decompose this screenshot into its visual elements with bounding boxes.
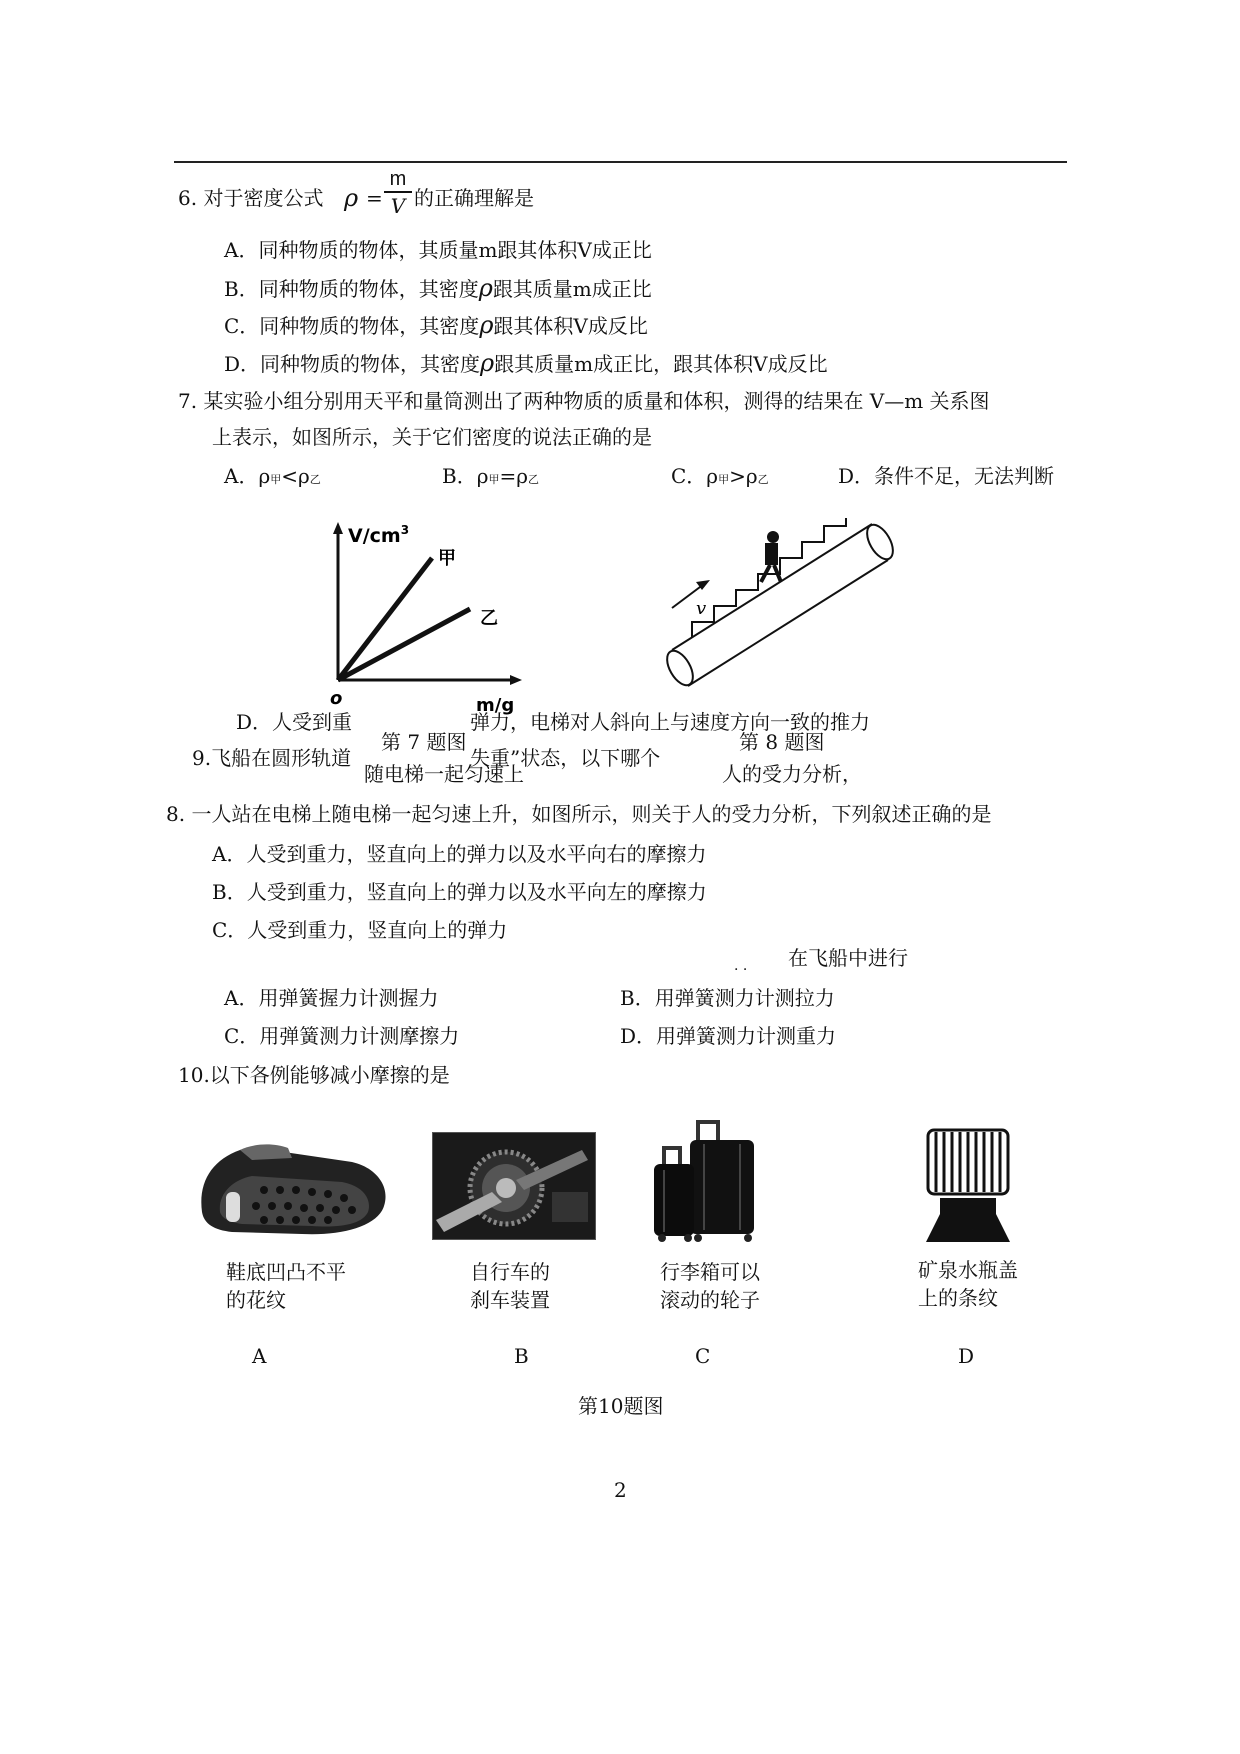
q6-option-b-rho: ρ	[478, 274, 493, 302]
fig7-x-label: m/g	[476, 695, 515, 716]
q6-fraction	[384, 168, 412, 218]
q7-option-b-pre: B．ρ	[442, 464, 489, 488]
q9-option-b: B．用弹簧测力计测拉力	[620, 986, 835, 1010]
q7-stem-line1: 7. 某实验小组分别用天平和量筒测出了两种物质的质量和体积，测得的结果在 V—m 关系图	[178, 389, 990, 413]
fig7-graph	[318, 518, 528, 718]
fig7-line-yi	[338, 609, 470, 680]
q6-option-d	[224, 351, 828, 376]
q10-item-b-line2: 刹车装置	[470, 1288, 550, 1312]
fig7-x-arrow	[510, 675, 522, 685]
q7-option-c-pre: C．ρ	[671, 464, 719, 488]
q6-rho: ρ	[344, 184, 359, 212]
q7-option-b-op: =ρ	[499, 464, 528, 488]
overlay-d-line-start: D．人受到重	[236, 710, 353, 734]
fig7-origin: o	[330, 688, 343, 709]
q10-item-d-line1: 矿泉水瓶盖	[918, 1258, 1018, 1282]
q7-option-c-op: >ρ	[729, 464, 758, 488]
q6-option-d-rho: ρ	[480, 349, 495, 377]
q6-option-c-rho: ρ	[479, 311, 494, 339]
q6-option-d-text: D．同种物质的物体，其密度	[224, 352, 481, 376]
q10-item-a-line1: 鞋底凹凸不平	[226, 1260, 346, 1284]
q6-denominator: V	[390, 194, 406, 218]
overlay-q8-fragment-b: 人的受力分析，	[722, 762, 862, 786]
q7-option-c-sub2: 乙	[757, 473, 769, 486]
q10-stem: 10.以下各例能够减小摩擦的是	[178, 1063, 450, 1087]
q10-item-b-caption	[470, 1260, 550, 1312]
q10-item-a-line2: 的花纹	[226, 1288, 286, 1312]
q9-option-a: A．用弹簧握力计测握力	[224, 986, 439, 1010]
overlay-q8-fragment-a: 随电梯一起匀速上	[364, 762, 524, 786]
fig8-person-head	[767, 531, 779, 543]
q7-option-d: D．条件不足，无法判断	[838, 464, 1055, 488]
q8-option-c: C．人受到重力，竖直向上的弹力	[212, 918, 508, 942]
q10-item-c-caption	[660, 1260, 760, 1312]
q6-option-d-tail: 跟其质量m成正比，跟其体积V成反比	[494, 352, 828, 376]
overlay-q9-mid: 失重”状态，以下哪个	[470, 746, 661, 770]
fig8-escalator	[660, 510, 910, 700]
fig7-line-jia	[338, 558, 432, 680]
q6-stem-prefix: 6. 对于密度公式	[178, 186, 324, 210]
q6-option-a: A．同种物质的物体，其质量m跟其体积V成正比	[224, 238, 652, 262]
fig7-series-jia: 甲	[438, 548, 456, 569]
fig8-person-body	[765, 543, 778, 565]
q9-stem-tail: 在飞船中进行	[788, 946, 908, 970]
fig7-caption: 第 7 题图	[381, 730, 467, 754]
q6-option-b-tail: 跟其质量m成正比	[492, 277, 652, 301]
q6-equals: =	[366, 186, 383, 210]
q10-item-d-line2: 上的条纹	[918, 1286, 998, 1310]
shoe-sole-image	[192, 1142, 392, 1240]
q9-emphasis-dots: · ·	[734, 962, 748, 978]
fig8-v-label: v	[696, 598, 707, 619]
q6-option-c-tail: 跟其体积V成反比	[493, 314, 648, 338]
q7-option-a-op: <ρ	[281, 464, 310, 488]
fig7-y-label: $V/cm^3$	[348, 523, 410, 547]
q7-option-a-sub1: 甲	[270, 473, 282, 486]
q6-option-c	[224, 313, 648, 338]
q7-option-a	[224, 464, 321, 492]
q8-option-b: B．人受到重力，竖直向上的弹力以及水平向左的摩擦力	[212, 880, 707, 904]
q10-item-a-letter: A	[252, 1344, 267, 1368]
q7-option-a-sub2: 乙	[309, 473, 321, 486]
header-rule	[174, 161, 1067, 163]
q10-item-d-letter: D	[958, 1344, 975, 1368]
q7-stem-line2: 上表示，如图所示，关于它们密度的说法正确的是	[212, 425, 652, 449]
fig8-caption: 第 8 题图	[739, 730, 825, 754]
q6-option-b	[224, 276, 652, 301]
page-number: 2	[614, 1478, 627, 1502]
q10-figure-caption: 第10题图	[578, 1394, 664, 1418]
q6-option-b-text: B．同种物质的物体，其密度	[224, 277, 479, 301]
q8-option-a: A．人受到重力，竖直向上的弹力以及水平向右的摩擦力	[212, 842, 707, 866]
q10-item-c-line1: 行李箱可以	[660, 1260, 760, 1284]
overlay-q9-start: 9.飞船在圆形轨道	[192, 746, 352, 770]
fig8-tube-bottom	[688, 560, 888, 686]
q10-item-b-letter: B	[514, 1344, 529, 1368]
bicycle-brake-image	[432, 1132, 596, 1240]
q6-stem-suffix: 的正确理解是	[414, 186, 534, 210]
q10-item-c-line2: 滚动的轮子	[660, 1288, 760, 1312]
q10-item-a-caption	[226, 1260, 346, 1312]
q6-option-c-text: C．同种物质的物体，其密度	[224, 314, 480, 338]
q7-option-c	[671, 464, 769, 492]
q10-item-d-caption	[918, 1258, 1018, 1310]
q9-option-d: D．用弹簧测力计测重力	[620, 1024, 837, 1048]
q7-option-c-sub1: 甲	[718, 473, 730, 486]
q7-option-a-pre: A．ρ	[224, 464, 271, 488]
bottle-cap-image	[918, 1118, 1018, 1242]
q7-option-b	[442, 464, 539, 492]
q9-option-c: C．用弹簧测力计测摩擦力	[224, 1024, 460, 1048]
q8-stem: 8. 一人站在电梯上随电梯一起匀速上升，如图所示，则关于人的受力分析，下列叙述正确的是	[166, 802, 992, 826]
q7-option-b-sub1: 甲	[488, 473, 500, 486]
fig7-y-arrow	[333, 522, 343, 534]
q10-item-c-letter: C	[695, 1344, 711, 1368]
luggage-image	[652, 1120, 768, 1244]
q7-option-b-sub2: 乙	[527, 473, 539, 486]
fig7-series-yi: 乙	[480, 608, 498, 629]
q10-item-b-line1: 自行车的	[470, 1260, 550, 1284]
overlay-d-line-end: 弹力，电梯对人斜向上与速度方向一致的推力	[470, 710, 870, 734]
q6-numerator: m	[389, 168, 407, 190]
